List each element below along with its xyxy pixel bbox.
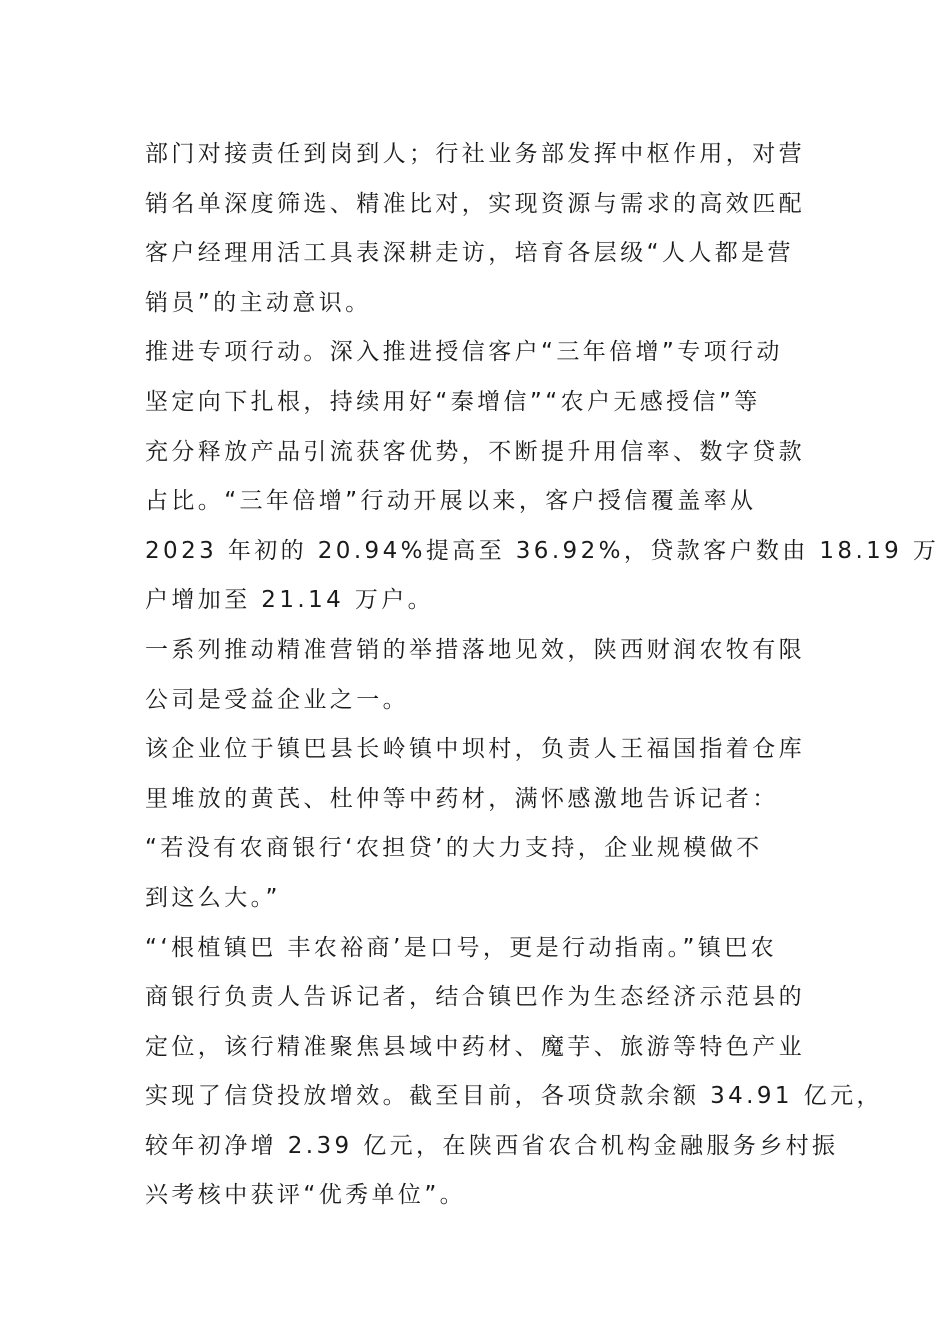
article-body: [145, 130, 940, 1221]
text-line: 坚定向下扎根，持续用好“秦增信”“农户无感授信”等: [145, 388, 761, 415]
text-line: 一系列推动精准营销的举措落地见效，陕西财润农牧有限: [145, 636, 805, 663]
text-line: 销员”的主动意识。: [145, 289, 372, 316]
text-line: 2023 年初的 20.94%提高至 36.92%，贷款客户数由 18.19 万: [145, 537, 940, 564]
text-line: 占比。“三年倍增”行动开展以来，客户授信覆盖率从: [145, 488, 757, 515]
text-line: 推进专项行动。深入推进授信客户“三年倍增”专项行动: [145, 339, 783, 366]
text-line: 实现了信贷投放增效。截至目前，各项贷款余额 34.91 亿元，: [145, 1083, 883, 1110]
text-line: “‘根植镇巴 丰农裕商’是口号，更是行动指南。”镇巴农: [145, 934, 778, 961]
text-line: 该企业位于镇巴县长岭镇中坝村，负责人王福国指着仓库: [145, 736, 805, 763]
text-line: 较年初净增 2.39 亿元，在陕西省农合机构金融服务乡村振: [145, 1132, 839, 1159]
text-line: 销名单深度筛选、精准比对，实现资源与需求的高效匹配: [145, 190, 805, 217]
text-line: 定位，该行精准聚焦县域中药材、魔芋、旅游等特色产业: [145, 1033, 805, 1060]
text-line: 公司是受益企业之一。: [145, 686, 409, 713]
text-line: 部门对接责任到岗到人；行社业务部发挥中枢作用，对营: [145, 141, 805, 167]
text-line: 户增加至 21.14 万户。: [145, 587, 435, 614]
text-line: 客户经理用活工具表深耕走访，培育各层级“人人都是营: [145, 240, 794, 267]
text-line: “若没有农商银行‘农担贷’的大力支持，企业规模做不: [145, 835, 763, 862]
text-line: 里堆放的黄芪、杜仲等中药材，满怀感激地告诉记者：: [145, 785, 779, 812]
text-line: 兴考核中获评“优秀单位”。: [145, 1182, 467, 1209]
text-line: 商银行负责人告诉记者，结合镇巴作为生态经济示范县的: [145, 984, 805, 1011]
text-line: 充分释放产品引流获客优势，不断提升用信率、数字贷款: [145, 438, 805, 465]
text-line: 到这么大。”: [145, 884, 281, 911]
